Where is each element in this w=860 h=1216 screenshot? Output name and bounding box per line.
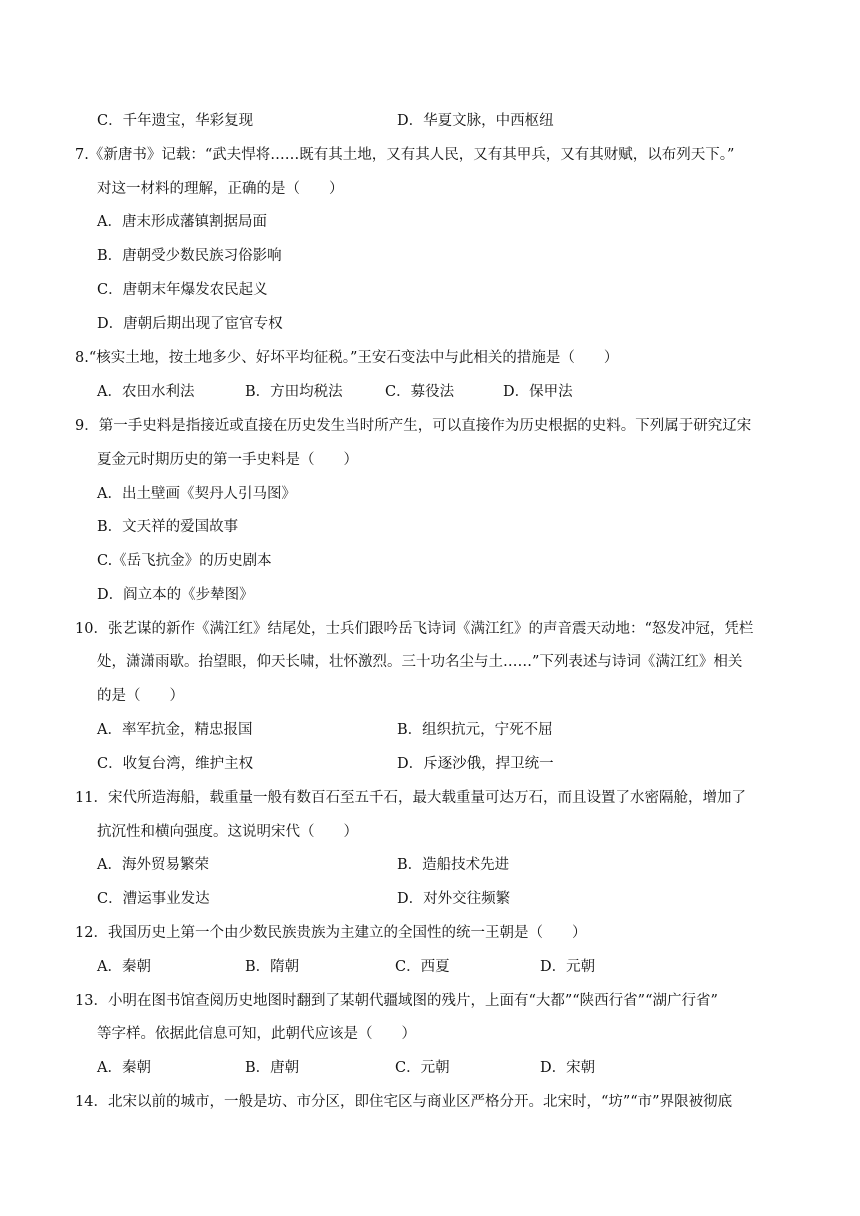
q12-option-b: B．隋朝	[245, 959, 300, 975]
q10-option-c: C．收复台湾，维护主权	[97, 756, 254, 772]
q11-stem-line-2: 抗沉性和横向强度。这说明宋代（ ）	[97, 824, 358, 840]
q10-stem-line-1: 10．张艺谋的新作《满江红》结尾处，士兵们跟吟岳飞诗词《满江红》的声音震天动地：“怒发冲冠，凭栏	[75, 621, 754, 637]
q7-option-b: B．唐朝受少数民族习俗影响	[97, 248, 282, 264]
q12-stem: 12．我国历史上第一个由少数民族贵族为主建立的全国性的统一王朝是（ ）	[75, 925, 587, 941]
q11-option-c: C．漕运事业发达	[97, 891, 210, 907]
q11-option-d: D．对外交往频繁	[397, 891, 511, 907]
q13-option-c: C．元朝	[395, 1060, 450, 1076]
q10-option-b: B．组织抗元，宁死不屈	[397, 722, 553, 738]
q7-stem-line-1: 7.《新唐书》记载：“武夫悍将……既有其土地，又有其人民，又有其甲兵，又有其财赋，以布列天下。”	[75, 147, 735, 163]
q9-stem-line-1: 9．第一手史料是指接近或直接在历史发生当时所产生，可以直接作为历史根据的史料。下列属于研究辽宋	[75, 418, 752, 434]
q10-option-a: A．率军抗金，精忠报国	[97, 722, 253, 738]
q6-option-d: D．华夏文脉，中西枢纽	[397, 113, 554, 129]
q8-option-c: C．募役法	[385, 384, 455, 400]
q7-option-c: C．唐朝末年爆发农民起义	[97, 282, 268, 298]
q14-stem: 14．北宋以前的城市，一般是坊、市分区，即住宅区与商业区严格分开。北宋时，“坊”“市”界限被彻底	[75, 1094, 733, 1110]
q13-stem-line-2: 等字样。依据此信息可知，此朝代应该是（ ）	[97, 1026, 416, 1042]
q10-option-d: D．斥逐沙俄，捍卫统一	[397, 756, 554, 772]
q13-option-b: B．唐朝	[245, 1060, 300, 1076]
q9-option-a: A．出土壁画《契丹人引马图》	[97, 486, 296, 502]
q12-option-c: C．西夏	[395, 959, 450, 975]
q9-option-c: C.《岳飞抗金》的历史剧本	[97, 553, 272, 569]
q12-option-d: D．元朝	[540, 959, 596, 975]
q8-stem: 8.“核实土地，按土地多少、好坏平均征税。”王安石变法中与此相关的措施是（ ）	[75, 350, 619, 366]
q7-option-d: D．唐朝后期出现了宦官专权	[97, 316, 283, 332]
q7-option-a: A．唐末形成藩镇割据局面	[97, 214, 267, 230]
q11-stem-line-1: 11．宋代所造海船，载重量一般有数百石至五千石，最大载重量可达万石，而且设置了水密隔舱，增加了	[75, 790, 746, 806]
q9-option-b: B．文天祥的爱国故事	[97, 519, 239, 535]
q11-option-b: B．造船技术先进	[397, 857, 510, 873]
q8-option-a: A．农田水利法	[97, 384, 195, 400]
q6-option-c: C．千年遗宝，华彩复现	[97, 113, 254, 129]
q9-stem-line-2: 夏金元时期历史的第一手史料是（ ）	[97, 452, 358, 468]
q10-stem-line-3: 的是（ ）	[97, 688, 184, 704]
q13-stem-line-1: 13．小明在图书馆查阅历史地图时翻到了某朝代疆域图的残片，上面有“大都”“陕西行省”“湖广行省”	[75, 993, 718, 1009]
q9-option-d: D．阎立本的《步辇图》	[97, 587, 254, 603]
q8-option-d: D．保甲法	[503, 384, 573, 400]
q13-option-a: A．秦朝	[97, 1060, 151, 1076]
q7-stem-line-2: 对这一材料的理解，正确的是（ ）	[97, 181, 344, 197]
q8-option-b: B．方田均税法	[245, 384, 343, 400]
q10-stem-line-2: 处，潇潇雨歇。抬望眼，仰天长啸，壮怀激烈。三十功名尘与土……”下列表述与诗词《满江红》相关	[97, 654, 743, 670]
q12-option-a: A．秦朝	[97, 959, 151, 975]
q11-option-a: A．海外贸易繁荣	[97, 857, 209, 873]
q13-option-d: D．宋朝	[540, 1060, 596, 1076]
